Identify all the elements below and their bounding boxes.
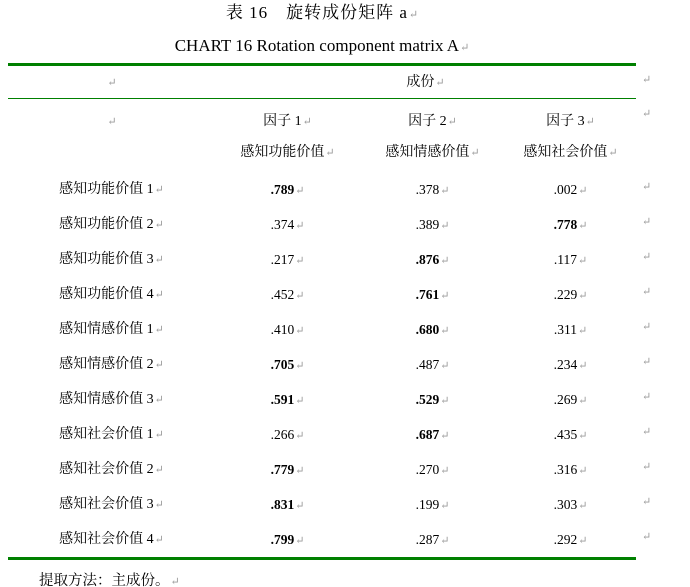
- pilcrow-icon: ↵: [154, 324, 164, 336]
- pilcrow-icon: ↵: [302, 116, 312, 128]
- pilcrow-icon: ↵: [578, 395, 588, 407]
- row-end-pilcrow-icon: ↵: [642, 356, 652, 368]
- pilcrow-icon: ↵: [440, 255, 450, 267]
- row-end-pilcrow-icon: ↵: [642, 531, 652, 543]
- pilcrow-icon: ↵: [154, 289, 164, 301]
- row-label-cell: [8, 522, 215, 559]
- row-end-pilcrow-icon: ↵: [642, 181, 652, 193]
- row-end-pilcrow-icon: ↵: [642, 251, 652, 263]
- loading-value: .287: [415, 532, 440, 547]
- row-label: 感知情感价值 1: [59, 322, 154, 337]
- pilcrow-icon: ↵: [578, 290, 588, 302]
- pilcrow-icon: ↵: [107, 77, 117, 89]
- loading-value: .229: [553, 287, 578, 302]
- row-label-cell: [8, 347, 215, 384]
- pilcrow-icon: ↵: [154, 464, 164, 476]
- pilcrow-icon: ↵: [435, 77, 445, 89]
- value-cell: [505, 522, 636, 559]
- pilcrow-icon: ↵: [470, 147, 480, 159]
- table-body: [8, 172, 652, 557]
- pilcrow-icon: ↵: [408, 9, 419, 21]
- loading-value: .389: [415, 217, 440, 232]
- row-label-cell: [8, 242, 215, 279]
- factor-3-subheader: 感知社会价值: [523, 145, 608, 160]
- pilcrow-icon: ↵: [295, 220, 305, 232]
- loading-value: .217: [270, 252, 295, 267]
- row-label: 感知情感价值 3: [59, 392, 154, 407]
- pilcrow-icon: ↵: [578, 430, 588, 442]
- loading-value: .002: [553, 182, 578, 197]
- pilcrow-icon: ↵: [577, 255, 588, 267]
- pilcrow-icon: ↵: [154, 254, 164, 266]
- value-cell: [360, 487, 505, 524]
- pilcrow-icon: ↵: [295, 255, 305, 267]
- loading-value: .316: [553, 462, 578, 477]
- value-cell: [215, 207, 360, 244]
- row-label: 感知社会价值 4: [59, 532, 154, 547]
- pilcrow-icon: ↵: [440, 465, 450, 477]
- factor-3-label: 因子 3: [546, 114, 585, 129]
- loading-value: .680: [415, 322, 440, 337]
- factor-1-label: 因子 1: [263, 114, 302, 129]
- pilcrow-icon: ↵: [154, 499, 164, 511]
- pilcrow-icon: ↵: [107, 116, 117, 128]
- pilcrow-icon: ↵: [154, 394, 164, 406]
- factor-1-subheader: 感知功能价值: [240, 145, 325, 160]
- row-label-cell: [8, 172, 215, 209]
- pilcrow-icon: ↵: [295, 535, 305, 547]
- loading-value: .435: [553, 427, 578, 442]
- empty-header-cell: [8, 66, 215, 100]
- rotation-component-matrix-table: [8, 63, 652, 560]
- row-end-pilcrow-icon: ↵: [642, 286, 652, 298]
- pilcrow-icon: ↵: [460, 42, 470, 54]
- pilcrow-icon: ↵: [585, 116, 595, 128]
- pilcrow-icon: ↵: [440, 360, 450, 372]
- factor-1-header-cell: [215, 112, 360, 172]
- table-row: [8, 172, 652, 207]
- loading-value: .779: [270, 462, 295, 477]
- pilcrow-icon: ↵: [440, 185, 450, 197]
- table-row: [8, 347, 652, 382]
- extraction-method-note: [39, 571, 690, 587]
- loading-value: .687: [415, 427, 440, 442]
- row-label-cell: [8, 452, 215, 489]
- pilcrow-icon: ↵: [154, 429, 164, 441]
- loading-value: .117: [553, 252, 577, 267]
- component-header-row: [8, 66, 652, 99]
- pilcrow-icon: ↵: [578, 360, 588, 372]
- row-end-pilcrow-icon: ↵: [642, 426, 652, 438]
- pilcrow-icon: ↵: [154, 184, 164, 196]
- pilcrow-icon: ↵: [440, 535, 450, 547]
- value-cell: [360, 242, 505, 279]
- pilcrow-icon: ↵: [440, 395, 450, 407]
- value-cell: [360, 347, 505, 384]
- table-row: [8, 522, 652, 557]
- value-cell: [505, 172, 636, 209]
- pilcrow-icon: ↵: [154, 534, 164, 546]
- row-label-cell: [8, 207, 215, 244]
- value-cell: [360, 452, 505, 489]
- pilcrow-icon: ↵: [295, 325, 305, 337]
- value-cell: [360, 277, 505, 314]
- loading-value: .761: [415, 287, 440, 302]
- row-end-pilcrow-icon: ↵: [642, 496, 652, 508]
- table-row: [8, 417, 652, 452]
- pilcrow-icon: ↵: [295, 465, 305, 477]
- loading-value: .378: [415, 182, 440, 197]
- pilcrow-icon: ↵: [447, 116, 457, 128]
- value-cell: [360, 417, 505, 454]
- loading-value: .311: [553, 322, 577, 337]
- row-label: 感知社会价值 1: [59, 427, 154, 442]
- value-cell: [505, 347, 636, 384]
- value-cell: [360, 522, 505, 559]
- value-cell: [360, 207, 505, 244]
- value-cell: [215, 312, 360, 349]
- loading-value: .270: [415, 462, 440, 477]
- loading-value: .591: [270, 392, 295, 407]
- loading-value: .269: [553, 392, 578, 407]
- value-cell: [505, 382, 636, 419]
- pilcrow-icon: ↵: [170, 576, 180, 587]
- value-cell: [215, 382, 360, 419]
- loading-value: .876: [415, 252, 440, 267]
- row-label: 感知社会价值 3: [59, 497, 154, 512]
- table-row: [8, 382, 652, 417]
- value-cell: [360, 172, 505, 209]
- pilcrow-icon: ↵: [578, 535, 588, 547]
- empty-header-cell: [8, 112, 215, 172]
- loading-value: .303: [553, 497, 578, 512]
- loading-value: .778: [553, 217, 578, 232]
- row-end-pilcrow-icon: ↵: [642, 321, 652, 333]
- table-row: [8, 487, 652, 522]
- row-label: 感知社会价值 2: [59, 462, 154, 477]
- value-cell: [215, 417, 360, 454]
- component-header-label: 成份: [406, 75, 435, 90]
- table-row: [8, 277, 652, 312]
- pilcrow-icon: ↵: [440, 500, 450, 512]
- row-end-pilcrow-icon: ↵: [642, 216, 652, 228]
- value-cell: [215, 487, 360, 524]
- loading-value: .234: [553, 357, 578, 372]
- loading-value: .410: [270, 322, 295, 337]
- pilcrow-icon: ↵: [295, 500, 305, 512]
- loading-value: .799: [270, 532, 295, 547]
- value-cell: [215, 347, 360, 384]
- table-row: [8, 242, 652, 277]
- loading-value: .831: [270, 497, 295, 512]
- pilcrow-icon: ↵: [295, 290, 305, 302]
- pilcrow-icon: ↵: [154, 219, 164, 231]
- row-label: 感知功能价值 1: [59, 182, 154, 197]
- row-label: 感知功能价值 3: [59, 252, 154, 267]
- pilcrow-icon: ↵: [440, 220, 450, 232]
- table-title-en: [0, 36, 644, 58]
- table-title-zh-text: 表 16 旋转成份矩阵 a: [225, 3, 408, 22]
- value-cell: [360, 312, 505, 349]
- loading-value: .292: [553, 532, 578, 547]
- loading-value: .487: [415, 357, 440, 372]
- table-title-en-text: CHART 16 Rotation component matrix A: [174, 36, 460, 55]
- pilcrow-icon: ↵: [608, 147, 618, 159]
- table-row: [8, 312, 652, 347]
- value-cell: [215, 277, 360, 314]
- pilcrow-icon: ↵: [440, 430, 450, 442]
- pilcrow-icon: ↵: [295, 185, 305, 197]
- factor-2-label: 因子 2: [408, 114, 447, 129]
- pilcrow-icon: ↵: [295, 395, 305, 407]
- row-end-pilcrow-icon: ↵: [642, 391, 652, 403]
- loading-value: .199: [415, 497, 440, 512]
- factor-header-row: [8, 99, 652, 172]
- pilcrow-icon: ↵: [578, 220, 588, 232]
- value-cell: [505, 417, 636, 454]
- component-header-cell: [215, 66, 636, 100]
- value-cell: [505, 312, 636, 349]
- pilcrow-icon: ↵: [578, 185, 588, 197]
- pilcrow-icon: ↵: [578, 500, 588, 512]
- pilcrow-icon: ↵: [577, 325, 588, 337]
- row-end-pilcrow-icon: ↵: [642, 74, 652, 86]
- extraction-method-text: 提取方法：主成份。: [39, 573, 170, 587]
- loading-value: .266: [270, 427, 295, 442]
- value-cell: [505, 277, 636, 314]
- row-label-cell: [8, 277, 215, 314]
- value-cell: [215, 242, 360, 279]
- value-cell: [215, 172, 360, 209]
- pilcrow-icon: ↵: [325, 147, 335, 159]
- value-cell: [505, 207, 636, 244]
- pilcrow-icon: ↵: [295, 360, 305, 372]
- value-cell: [505, 452, 636, 489]
- factor-3-header-cell: [505, 112, 636, 172]
- value-cell: [360, 382, 505, 419]
- row-label-cell: [8, 312, 215, 349]
- loading-value: .789: [270, 182, 295, 197]
- loading-value: .374: [270, 217, 295, 232]
- table-row: [8, 207, 652, 242]
- pilcrow-icon: ↵: [578, 465, 588, 477]
- value-cell: [505, 487, 636, 524]
- value-cell: [215, 452, 360, 489]
- row-label-cell: [8, 382, 215, 419]
- factor-2-header-cell: [360, 112, 505, 172]
- pilcrow-icon: ↵: [440, 290, 450, 302]
- row-label-cell: [8, 487, 215, 524]
- row-label: 感知功能价值 4: [59, 287, 154, 302]
- row-label-cell: [8, 417, 215, 454]
- pilcrow-icon: ↵: [440, 325, 450, 337]
- value-cell: [505, 242, 636, 279]
- table-row: [8, 452, 652, 487]
- row-label: 感知功能价值 2: [59, 217, 154, 232]
- loading-value: .529: [415, 392, 440, 407]
- loading-value: .452: [270, 287, 295, 302]
- table-title-zh: [0, 3, 644, 25]
- loading-value: .705: [270, 357, 295, 372]
- value-cell: [215, 522, 360, 559]
- factor-2-subheader: 感知情感价值: [385, 145, 470, 160]
- row-end-pilcrow-icon: ↵: [642, 461, 652, 473]
- pilcrow-icon: ↵: [295, 430, 305, 442]
- row-end-pilcrow-icon: ↵: [642, 108, 652, 120]
- pilcrow-icon: ↵: [154, 359, 164, 371]
- row-label: 感知情感价值 2: [59, 357, 154, 372]
